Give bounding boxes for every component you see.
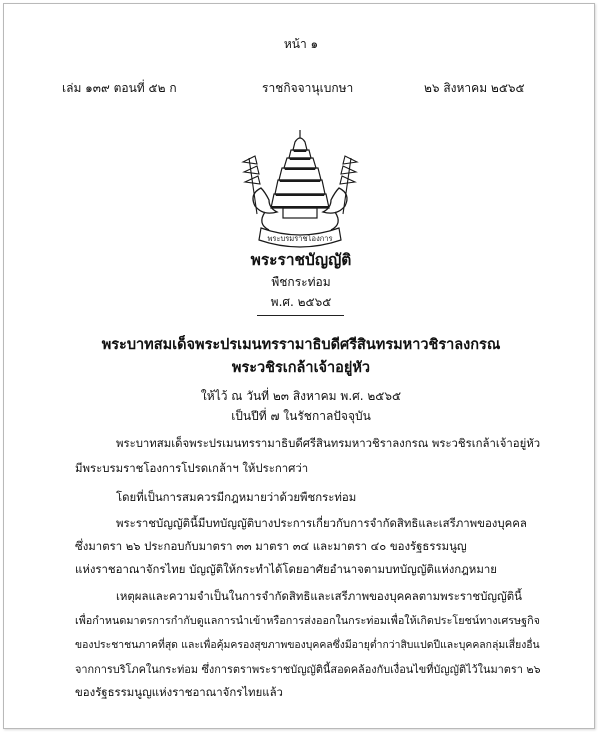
paragraph-3-line-2: ซึ่งมาตรา ๒๖ ประกอบกับมาตรา ๓๓ มาตรา ๓๔ และมาตรา ๔๐ ของรัฐธรรมนูญ	[75, 539, 467, 553]
title-divider	[257, 315, 344, 316]
act-title: พระราชบัญญัติ	[250, 251, 352, 269]
volume-issue: เล่ม ๑๓๙ ตอนที่ ๕๒ ก	[62, 81, 177, 95]
paragraph-4-line-4: จากการบริโภคในกระท่อม ซึ่งการตราพระราชบัญญัตินี้สอดคล้องกับเงื่อนไขที่บัญญัติไว้ในมาตรา ๒๖	[75, 663, 541, 676]
paragraph-4-line-3: ของประชาชนภาคที่สุด และเพื่อคุ้มครองสุขภาพของบุคคลซึ่งมีอายุต่ำกว่าสิบแปดปีและบุคคลกลุ่มเสี่ยงอื่น	[75, 639, 540, 651]
emblem-banner-text: พระบรมราชโองการ	[267, 234, 333, 243]
paragraph-4-line-1: เหตุผลและความจำเป็นในการจำกัดสิทธิและเสรีภาพของบุคคลตามพระราชบัญญัตินี้	[116, 589, 522, 603]
royal-garuda-emblem-icon	[235, 128, 365, 252]
given-date: ให้ไว้ ณ วันที่ ๒๓ สิงหาคม พ.ศ. ๒๕๖๕	[200, 389, 402, 403]
royal-name-line-1: พระบาทสมเด็จพระปรเมนทรรามาธิบดีศรีสินทรมหาวชิราลงกรณ	[101, 337, 501, 353]
act-year: พ.ศ. ๒๕๖๕	[270, 295, 332, 309]
paragraph-3-line-1: พระราชบัญญัตินี้มีบทบัญญัติบางประการเกี่ยวกับการจำกัดสิทธิและเสรีภาพของบุคคล	[116, 516, 527, 530]
paragraph-4-line-2: เพื่อกำหนดมาตรการกำกับดูแลการนำเข้าหรือการส่งออกในกระท่อมเพื่อให้เกิดประโยชน์ทางเศรษฐกิจ	[75, 614, 540, 627]
paragraph-1-line-2: มีพระบรมราชโองการโปรดเกล้าฯ ให้ประกาศว่า	[75, 461, 309, 475]
reign-year: เป็นปีที่ ๗ ในรัชกาลปัจจุบัน	[231, 409, 371, 423]
paragraph-1-line-1: พระบาทสมเด็จพระปรเมนทรรามาธิบดีศรีสินทรมหาวชิราลงกรณ พระวชิรเกล้าเจ้าอยู่หัว	[116, 436, 541, 450]
paragraph-3-line-3: แห่งราชอาณาจักรไทย บัญญัติให้กระทำได้โดยอาศัยอำนาจตามบทบัญญัติแห่งกฎหมาย	[75, 562, 497, 576]
gazette-name: ราชกิจจานุเบกษา	[262, 81, 354, 95]
paragraph-2-line-1: โดยที่เป็นการสมควรมีกฎหมายว่าด้วยพืชกระท่อม	[116, 490, 357, 504]
act-subtitle: พืชกระท่อม	[271, 275, 331, 289]
publication-date: ๒๖ สิงหาคม ๒๕๖๕	[424, 81, 525, 95]
paragraph-4-line-5: ของรัฐธรรมนูญแห่งราชอาณาจักรไทยแล้ว	[75, 685, 283, 699]
royal-name-line-2: พระวชิรเกล้าเจ้าอยู่หัว	[231, 360, 371, 376]
page-number: หน้า ๑	[283, 37, 319, 51]
